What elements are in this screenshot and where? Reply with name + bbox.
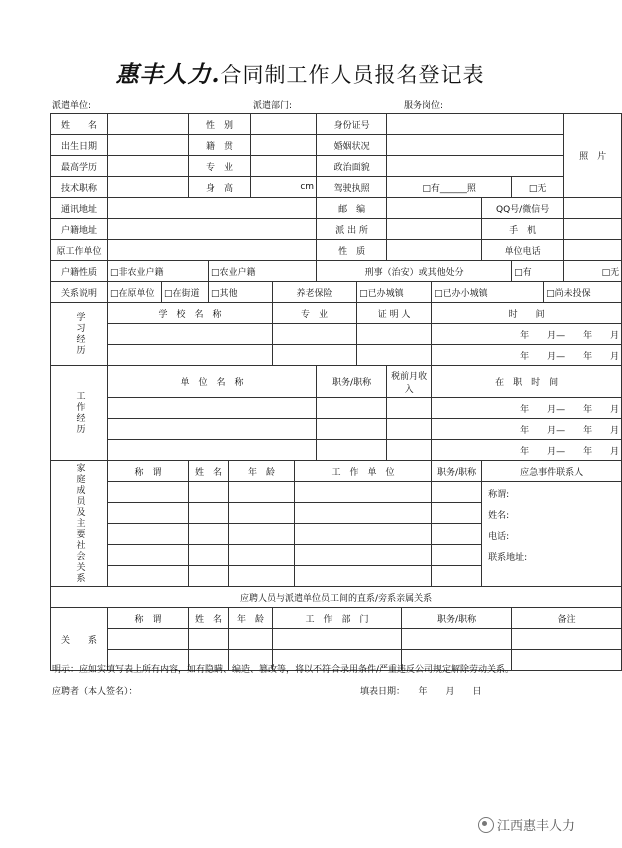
gender-field[interactable] [251,114,317,135]
major-label: 专 业 [189,156,251,177]
family-position-cell[interactable] [432,524,482,545]
family-position-cell[interactable] [432,482,482,503]
work-history-label: 工作经历 [51,366,108,461]
postcode-label: 邮 编 [317,198,387,219]
political-status-label: 政治面貌 [317,156,387,177]
id-number-field[interactable] [387,114,564,135]
major-field[interactable] [251,156,317,177]
family-position-cell[interactable] [432,566,482,587]
kinship-name-cell[interactable] [189,629,229,650]
qq-wechat-label: QQ号/微信号 [482,198,564,219]
wechat-icon [478,817,494,833]
study-major-header: 专 业 [273,303,357,324]
id-number-label: 身份证号 [317,114,387,135]
school-name-cell[interactable] [108,345,273,366]
unit-nature-field[interactable] [387,240,482,261]
gender-label: 性 别 [189,114,251,135]
fill-date-label[interactable]: 填表日期： 年 月 日 [360,687,482,697]
relation-street-checkbox[interactable]: □在街道 [162,282,209,303]
work-position-cell[interactable] [317,419,387,440]
kinship-appellation-cell[interactable] [108,629,189,650]
appellation-cell[interactable] [108,545,189,566]
work-unit-header: 单 位 名 称 [108,366,317,398]
hukou-address-label: 户籍地址 [51,219,108,240]
school-name-cell[interactable] [108,324,273,345]
family-unit-cell[interactable] [295,524,432,545]
family-unit-cell[interactable] [295,482,432,503]
form-title-text: 合同制工作人员报名登记表 [220,63,485,87]
relation-original-unit-checkbox[interactable]: □在原单位 [108,282,162,303]
license-have-checkbox[interactable]: □有______照 [387,177,512,198]
study-date-range[interactable]: 年 月— 年 月 [432,345,622,366]
remark-cell[interactable] [512,650,622,671]
study-major-cell[interactable] [273,345,357,366]
relation-label: 关系说明 [51,282,108,303]
name-label: 姓 名 [51,114,108,135]
native-place-field[interactable] [251,135,317,156]
certifier-header: 证 明 人 [357,303,432,324]
study-time-header: 时 间 [432,303,622,324]
appellation-cell[interactable] [108,566,189,587]
appellation-header: 称 谓 [108,461,189,482]
family-unit-cell[interactable] [295,545,432,566]
pre-tax-income-cell[interactable] [387,419,432,440]
kinship-name-header: 姓 名 [189,608,229,629]
watermark-text: 江西惠丰人力 [497,819,576,834]
dispatch-unit-label: 派遣单位: [52,101,92,111]
name-field[interactable] [108,114,189,135]
age-cell[interactable] [229,566,295,587]
photo-box[interactable]: 照 片 [564,114,622,198]
unit-phone-field[interactable] [564,240,622,261]
criminal-have-checkbox[interactable]: □有 [512,261,564,282]
age-cell[interactable] [229,482,295,503]
work-date-range[interactable]: 年 月— 年 月 [432,419,622,440]
family-position-cell[interactable] [432,545,482,566]
emergency-appellation-label: 称谓: [488,490,510,500]
marital-status-label: 婚姻状况 [317,135,387,156]
family-position-cell[interactable] [432,503,482,524]
emergency-phone-label: 电话: [488,532,510,542]
unit-nature-label: 性 质 [317,240,387,261]
hukou-address-field[interactable] [108,219,317,240]
postcode-field[interactable] [387,198,482,219]
police-station-field[interactable] [387,219,482,240]
family-unit-cell[interactable] [295,566,432,587]
appellation-cell[interactable] [108,524,189,545]
height-label: 身 高 [189,177,251,198]
height-unit[interactable]: cm [251,177,317,198]
address-label: 通讯地址 [51,198,108,219]
pension-none-checkbox[interactable]: □尚未投保 [544,282,622,303]
kinship-dept-cell[interactable] [273,629,402,650]
notice-text: 明示：应如实填写表上所有内容，如有隐瞒、编造、篡改等，将以不符合录用条件/严重违反公司规定解除劳动关系。 [52,665,515,675]
school-name-header: 学 校 名 称 [108,303,273,324]
work-date-range[interactable]: 年 月— 年 月 [432,440,622,461]
kinship-age-cell[interactable] [229,629,273,650]
criminal-none-checkbox[interactable]: □无 [564,261,622,282]
brand-name: 惠丰人力. [115,61,221,88]
emergency-contact-header: 应急事件联系人 [482,461,622,482]
birth-date-label: 出生日期 [51,135,108,156]
age-cell[interactable] [229,524,295,545]
emergency-name-label: 姓名: [488,511,510,521]
pension-town-checkbox[interactable]: □已办小城镇 [432,282,544,303]
kinship-section-header: 应聘人员与派遣单位员工间的直系/旁系亲属关系 [51,587,622,608]
education-field[interactable] [108,156,189,177]
age-cell[interactable] [229,545,295,566]
job-title-field[interactable] [108,177,189,198]
watermark [478,815,575,834]
license-none-checkbox[interactable]: □无 [512,177,564,198]
certifier-cell[interactable] [357,324,432,345]
age-header: 年 龄 [229,461,295,482]
family-members-label: 家庭成员及主要社会关系 [51,461,108,587]
registration-form-table [50,113,622,671]
work-unit-cell[interactable] [108,440,317,461]
relation-other-checkbox[interactable]: □其他 [209,282,273,303]
form-title [0,56,600,89]
family-name-cell[interactable] [189,566,229,587]
family-position-header: 职务/职称 [432,461,482,482]
pension-label: 养老保险 [273,282,357,303]
work-time-header: 在 职 时 间 [432,366,622,398]
study-major-cell[interactable] [273,324,357,345]
work-date-range[interactable]: 年 月— 年 月 [432,398,622,419]
kinship-age-header: 年 龄 [229,608,273,629]
work-position-cell[interactable] [317,398,387,419]
mobile-label: 手 机 [482,219,564,240]
service-post-label: 服务岗位: [404,101,444,111]
political-status-field[interactable] [387,156,564,177]
family-name-cell[interactable] [189,503,229,524]
work-position-header: 职务/职称 [317,366,387,398]
address-field[interactable] [108,198,317,219]
hukou-type-label: 户籍性质 [51,261,108,282]
pre-tax-income-cell[interactable] [387,398,432,419]
family-name-cell[interactable] [189,524,229,545]
appellation-cell[interactable] [108,503,189,524]
pension-urban-checkbox[interactable]: □已办城镇 [357,282,432,303]
education-label: 最高学历 [51,156,108,177]
work-position-cell[interactable] [317,440,387,461]
kinship-appellation-header: 称 谓 [108,608,189,629]
kinship-relation-label: 关 系 [51,608,108,671]
family-name-cell[interactable] [189,482,229,503]
remark-cell[interactable] [512,629,622,650]
criminal-record-label: 刑事（治安）或其他处分 [317,261,512,282]
non-agri-checkbox[interactable]: □非农业户籍 [108,261,209,282]
remark-header: 备注 [512,608,622,629]
kinship-dept-header: 工 作 部 门 [273,608,402,629]
agri-checkbox[interactable]: □农业户籍 [209,261,317,282]
work-unit-cell[interactable] [108,419,317,440]
job-title-label: 技术职称 [51,177,108,198]
emergency-address-label: 联系地址: [488,553,528,563]
marital-status-field[interactable] [387,135,564,156]
family-name-header: 姓 名 [189,461,229,482]
emergency-contact-block[interactable] [482,482,622,587]
family-unit-cell[interactable] [295,503,432,524]
dispatch-dept-label: 派遣部门: [253,101,293,111]
driving-license-label: 驾驶执照 [317,177,387,198]
kinship-position-cell[interactable] [402,629,512,650]
pre-tax-income-cell[interactable] [387,440,432,461]
family-unit-header: 工 作 单 位 [295,461,432,482]
kinship-position-header: 职务/职称 [402,608,512,629]
mobile-field[interactable] [564,219,622,240]
family-name-cell[interactable] [189,545,229,566]
study-date-range[interactable]: 年 月— 年 月 [432,324,622,345]
work-unit-cell[interactable] [108,398,317,419]
native-place-label: 籍 贯 [189,135,251,156]
study-history-label: 学习经历 [51,303,108,366]
previous-unit-label: 原工作单位 [51,240,108,261]
birth-date-field[interactable] [108,135,189,156]
pre-tax-income-header: 税前月收入 [387,366,432,398]
appellation-cell[interactable] [108,482,189,503]
certifier-cell[interactable] [357,345,432,366]
unit-phone-label: 单位电话 [482,240,564,261]
previous-unit-field[interactable] [108,240,317,261]
qq-wechat-field[interactable] [564,198,622,219]
signature-label[interactable]: 应聘者（本人签名）： [52,687,138,697]
age-cell[interactable] [229,503,295,524]
police-station-label: 派 出 所 [317,219,387,240]
